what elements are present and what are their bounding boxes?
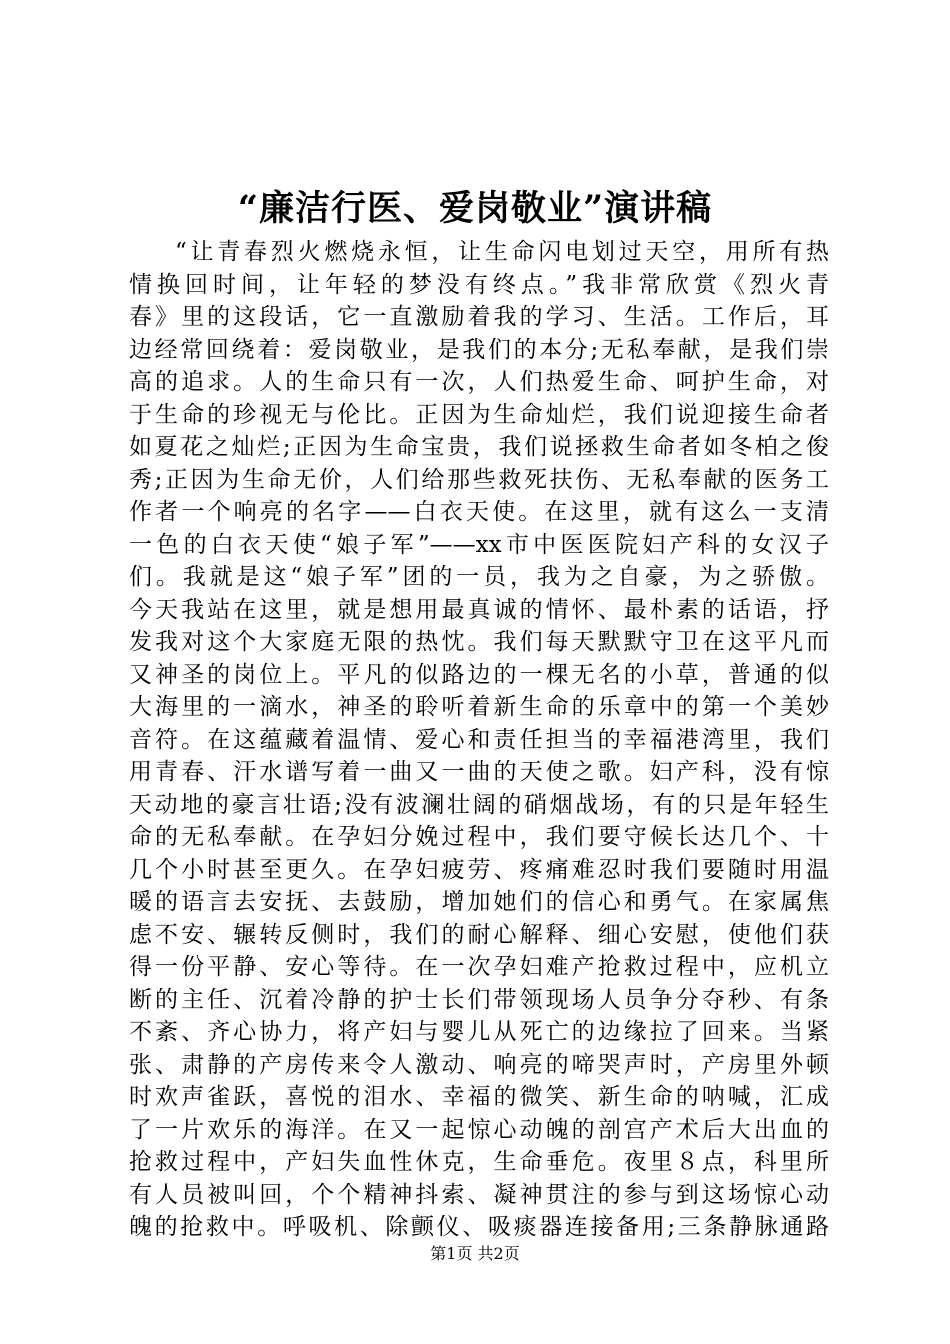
body-line: 如夏花之灿烂;正因为生命宝贵，我们说拯救生命者如冬柏之俊: [129, 434, 829, 460]
body-line: 春》里的这段话，它一直激励着我的学习、生活。工作后，耳: [129, 304, 829, 330]
body-line: 几个小时甚至更久。在孕妇疲劳、疼痛难忍时我们要随时用温: [129, 856, 829, 883]
body-line: 天动地的豪言壮语;没有波澜壮阔的硝烟战场，有的只是年轻生: [129, 791, 829, 818]
body-line: 大海里的一滴水，神圣的聆听着新生命的乐章中的第一个美妙: [129, 694, 829, 720]
body-line: 作者一个响亮的名字——白衣天使。在这里，就有这么一支清: [129, 499, 829, 525]
body-line: 高的追求。人的生命只有一次，人们热爱生命、呵护生命，对: [129, 369, 829, 395]
body-line: 了一片欢乐的海洋。在又一起惊心动魄的剖宫产术后大出血的: [129, 1116, 829, 1143]
speech-body: [129, 236, 829, 1244]
body-line: 发我对这个大家庭无限的热忱。我们每天默默守卫在这平凡而: [129, 629, 829, 655]
body-line: “让青春烈火燃烧永恒，让生命闪电划过天空，用所有热: [175, 239, 829, 265]
body-line: 魄的抢救中。呼吸机、除颤仪、吸痰器连接备用;三条静脉通路: [129, 1214, 829, 1240]
body-line: 时欢声雀跃，喜悦的泪水、幸福的微笑、新生命的呐喊，汇成: [129, 1084, 829, 1110]
body-line: 断的主任、沉着冷静的护士长们带领现场人员争分夺秒、有条: [129, 986, 829, 1013]
body-line: 张、肃静的产房传来令人激动、响亮的啼哭声时，产房里外顿: [129, 1051, 829, 1078]
body-line: 一色的白衣天使“娘子军”——xx市中医医院妇产科的女汉子: [129, 531, 829, 558]
body-line: 用青春、汗水谱写着一曲又一曲的天使之歌。妇产科，没有惊: [129, 759, 829, 785]
body-line: 今天我站在这里，就是想用最真诚的情怀、最朴素的话语，抒: [129, 596, 829, 623]
page-footer: 第1页 共2页: [430, 1244, 520, 1263]
body-line: 们。我就是这“娘子军”团的一员，我为之自豪，为之骄傲。: [129, 564, 829, 590]
body-line: 暖的语言去安抚、去鼓励，增加她们的信心和勇气。在家属焦: [129, 889, 829, 915]
body-line: 抢救过程中，产妇失血性休克，生命垂危。夜里８点，科里所: [129, 1149, 829, 1175]
body-line: 音符。在这蕴藏着温情、爱心和责任担当的幸福港湾里，我们: [129, 726, 829, 753]
body-line: 虑不安、辗转反侧时，我们的耐心解释、细心安慰，使他们获: [129, 921, 829, 948]
body-line: 又神圣的岗位上。平凡的似路边的一棵无名的小草，普通的似: [129, 661, 829, 688]
body-line: 有人员被叫回，个个精神抖索、凝神贯注的参与到这场惊心动: [129, 1181, 829, 1208]
body-line: 于生命的珍视无与伦比。正因为生命灿烂，我们说迎接生命者: [129, 401, 829, 428]
body-line: 得一份平静、安心等待。在一次孕妇难产抢救过程中，应机立: [129, 954, 829, 980]
body-line: 情换回时间，让年轻的梦没有终点。”我非常欣赏《烈火青: [129, 271, 829, 298]
page-title: “廉洁行医、爱岗敬业”演讲稿: [237, 188, 713, 229]
body-line: 不紊、齐心协力，将产妇与婴儿从死亡的边缘拉了回来。当紧: [129, 1019, 829, 1045]
body-line: 秀;正因为生命无价，人们给那些救死扶伤、无私奉献的医务工: [129, 466, 829, 493]
body-line: 命的无私奉献。在孕妇分娩过程中，我们要守候长达几个、十: [129, 824, 829, 850]
body-line: 边经常回绕着：爱岗敬业，是我们的本分;无私奉献，是我们崇: [129, 336, 829, 363]
